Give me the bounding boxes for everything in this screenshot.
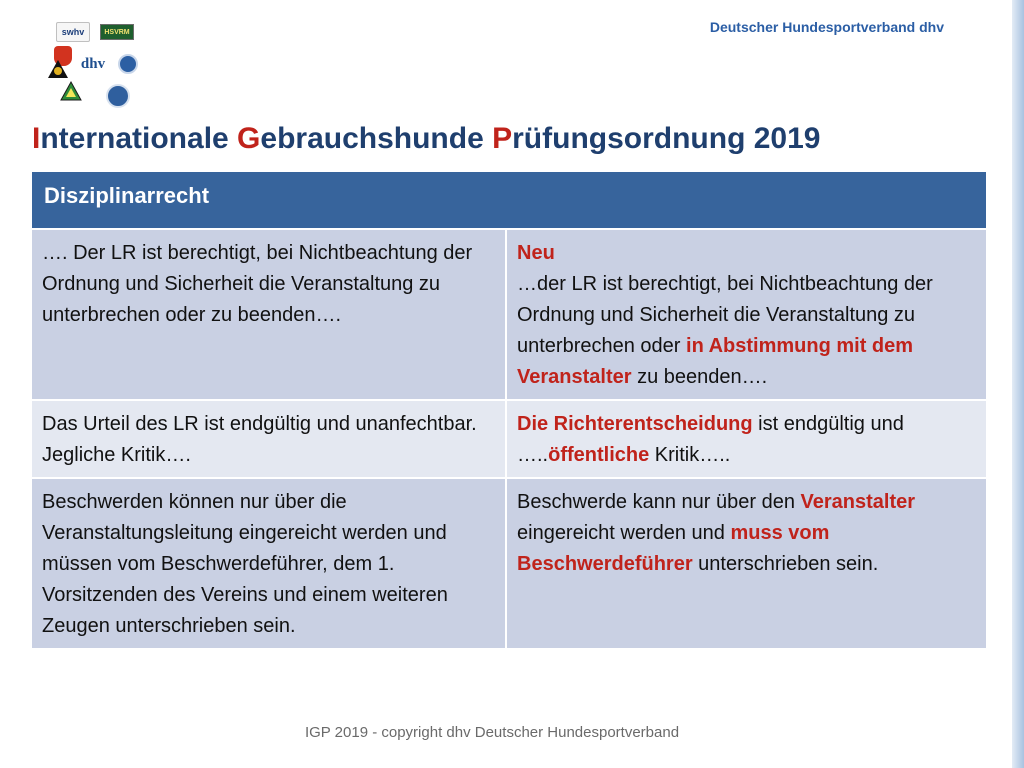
new-rule-cell (507, 401, 986, 477)
new-rule-text: Beschwerde kann nur über den (517, 491, 801, 513)
new-rule-highlight: in Abstimmung mit dem Veranstalter (517, 335, 914, 388)
new-rule-text: eingereicht werden und (517, 522, 731, 544)
new-rule-text-end: zu beenden…. (631, 366, 768, 388)
old-rule-cell (32, 479, 507, 648)
organization-name: Deutscher Hundesportverband dhv (709, 19, 944, 35)
new-rule-cell (507, 479, 986, 648)
new-rule-cell (507, 230, 986, 399)
hsvrm-logo: HSVRM (100, 24, 134, 40)
slide-title (32, 122, 820, 156)
new-rule-highlight: öffentliche (548, 444, 650, 466)
dhv-logo: dhv (80, 55, 106, 72)
table-row (32, 230, 986, 401)
table-row (32, 479, 986, 650)
title-initial-p: P (492, 122, 513, 155)
swhv-logo: swhv (56, 22, 90, 42)
old-rule-text: Das Urteil des LR ist endgültig und unanfechtbar. Jegliche Kritik…. (42, 413, 477, 466)
old-rule-text: Beschwerden können nur über die Veranstaltungsleitung eingereicht werden und müssen vom Beschwerdeführer, dem 1. Vorsitzenden des Vereins und einem weiteren Zeugen unterschrieben sein. (42, 491, 448, 637)
old-rule-text: …. Der LR ist berechtigt, bei Nichtbeachtung der Ordnung und Sicherheit die Veranstaltung zu unterbrechen oder zu beenden…. (42, 242, 473, 326)
dog-emblem-icon (46, 58, 70, 80)
new-rule-highlight: Die Richterentscheidung (517, 413, 753, 435)
new-label: Neu (517, 242, 555, 264)
new-rule-text: …der LR ist berechtigt, bei Nichtbeachtung der Ordnung und Sicherheit die Veranstaltung zu unterbrechen oder (517, 273, 933, 357)
slide-footer: IGP 2019 - copyright dhv Deutscher Hundesportverband (304, 724, 680, 741)
round-badge-icon (106, 84, 130, 108)
old-rule-cell (32, 230, 507, 399)
title-word-1: nternationale (40, 122, 238, 155)
new-rule-text-end: Kritik….. (649, 444, 731, 466)
slide-right-edge-bar (1012, 0, 1024, 768)
new-rule-text-end: unterschrieben sein. (692, 553, 879, 575)
association-badge-icon (118, 54, 138, 74)
title-word-2: ebrauchshunde (260, 122, 493, 155)
old-rule-cell (32, 401, 507, 477)
table-row (32, 401, 986, 479)
table-header (32, 172, 986, 230)
title-word-3: rüfungsordnung 2019 (512, 122, 821, 155)
table-heading: Disziplinarrecht (44, 183, 210, 208)
comparison-table (32, 172, 986, 650)
new-rule-text: ist endgültig und ….. (517, 413, 904, 466)
new-rule-highlight: Veranstalter (800, 491, 916, 513)
title-initial-i: I (32, 122, 41, 155)
title-initial-g: G (237, 122, 261, 155)
new-rule-highlight: muss vom Beschwerdeführer (517, 522, 830, 575)
triangle-badge-icon (60, 80, 82, 102)
logo-cluster (40, 18, 150, 110)
